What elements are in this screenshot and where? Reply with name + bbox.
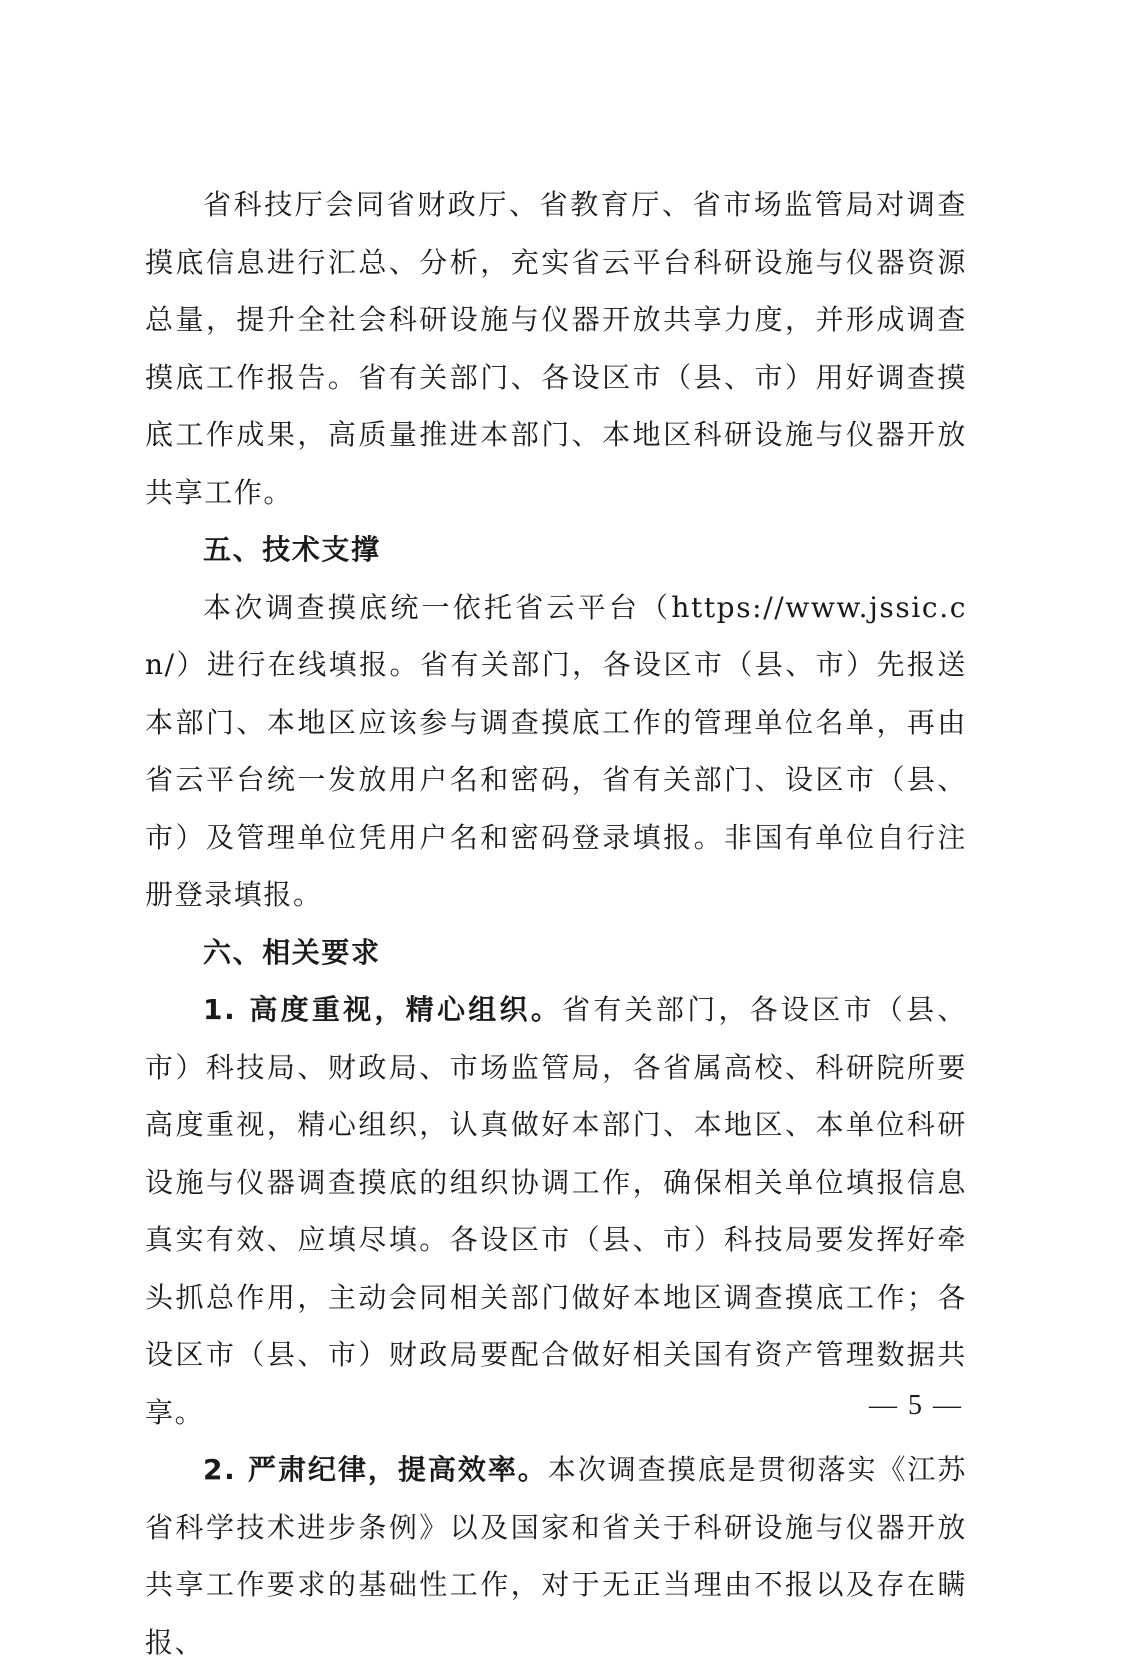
requirement-2-body: 本次调查摸底是贯彻落实《江苏省科学技术进步条例》以及国家和省关于科研设施与仪器开放共享工作要求的基础性工作，对于无正当理由不报以及存在瞒报、 bbox=[145, 1453, 967, 1659]
document-body bbox=[145, 176, 967, 1671]
section-heading-technical-support: 五、技术支撑 bbox=[203, 533, 381, 566]
paragraph-summary: 省科技厅会同省财政厅、省教育厅、省市场监管局对调查摸底信息进行汇总、分析，充实省云平台科研设施与仪器资源总量，提升全社会科研设施与仪器开放共享力度，并形成调查摸底工作报告。省有关部门、各设区市（县、市）用好调查摸底工作成果，高质量推进本部门、本地区科研设施与仪器开放共享工作。 bbox=[145, 188, 967, 509]
requirement-1-lead: 1. 高度重视，精心组织。 bbox=[203, 993, 563, 1026]
paragraph-requirement-2 bbox=[145, 1441, 967, 1671]
requirement-1-body: 省有关部门，各设区市（县、市）科技局、财政局、市场监管局，各省属高校、科研院所要高度重视，精心组织，认真做好本部门、本地区、本单位科研设施与仪器调查摸底的组织协调工作，确保相关单位填报信息真实有效、应填尽填。各设区市（县、市）科技局要发挥好牵头抓总作用，主动会同相关部门做好本地区调查摸底工作；各设区市（县、市）财政局要配合做好相关国有资产管理数据共享。 bbox=[145, 993, 967, 1429]
page-number: — 5 — bbox=[869, 1390, 963, 1421]
requirement-2-lead: 2. 严肃纪律，提高效率。 bbox=[203, 1453, 548, 1486]
section-heading-requirements: 六、相关要求 bbox=[203, 935, 381, 969]
paragraph-requirement-1 bbox=[145, 981, 967, 1441]
paragraph-technical-support: 本次调查摸底统一依托省云平台（https://www.jssic.cn/）进行在线填报。省有关部门，各设区市（县、市）先报送本部门、本地区应该参与调查摸底工作的管理单位名单，再由省云平台统一发放用户名和密码，省有关部门、设区市（县、市）及管理单位凭用户名和密码登录填报。非国有单位自行注册登录填报。 bbox=[145, 590, 967, 911]
